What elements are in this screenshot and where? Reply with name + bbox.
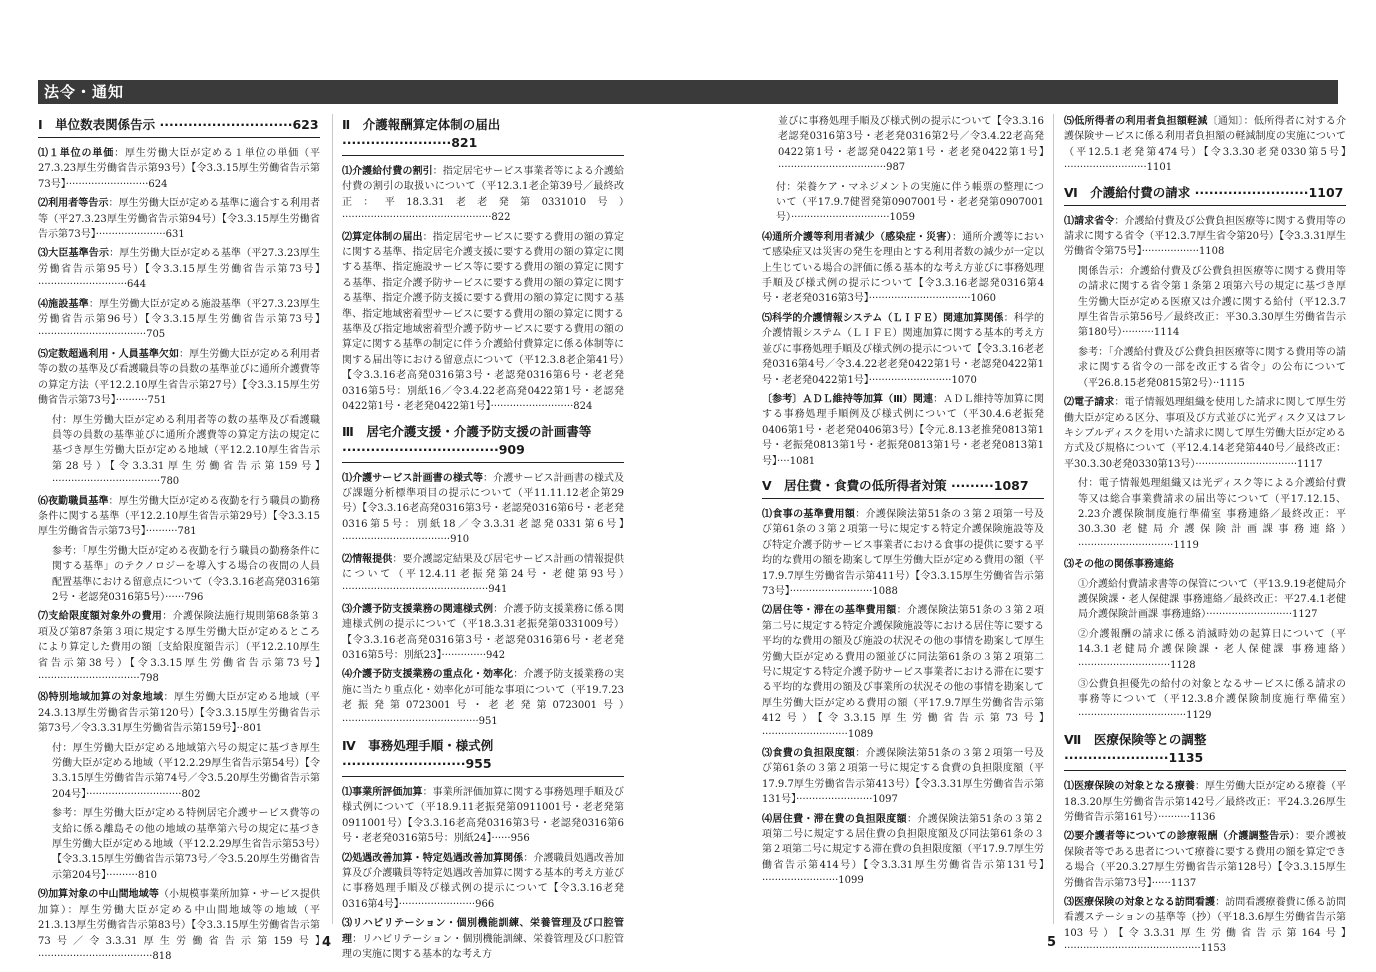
list-item[interactable] bbox=[762, 230, 1044, 307]
continued-text[interactable]: 並びに事務処理手順及び様式例の提示について【令3.3.16老認発0316第3号・老老発0316第2号／令3.4.22老高発0422第1号・老認発0422第1号・老老発0422第1号】··································987 bbox=[778, 116, 1044, 174]
sub-item[interactable]: 付：栄養ケア・マネジメントの実施に伴う帳票の整理について（平17.9.7健習発第0907001号・老老発第0907001号）·······························1059 bbox=[776, 181, 1044, 224]
list-item[interactable] bbox=[1064, 895, 1346, 957]
list-item[interactable] bbox=[342, 471, 624, 548]
sub-item[interactable]: 関係告示：介護給付費及び公費負担医療等に関する費用等の請求に関する省令第１条第２項第六号の規定に基づき厚生労働大臣が定める医療又は介護に関する給付（平12.3.7厚生省告示第56号／最終改正：平30.3.30厚生労働省告示第180号）··········1114 bbox=[1078, 265, 1346, 339]
list-item[interactable] bbox=[762, 812, 1044, 889]
section-heading[interactable]: Ⅴ 居住費・食費の低所得者対策 ·········1087 bbox=[762, 477, 1044, 499]
item-title: ⑴医療保険の対象となる療養 bbox=[1064, 781, 1195, 793]
item-text: ：介護予防支援業務の実施に当たり重点化・効率化が可能な事項について（平19.7.23老振発第0723001号・老老発第0723001号）···········································951 bbox=[342, 669, 625, 727]
item-text: ：電子情報処理組織を使用した請求に関して厚生労働大臣が定める区分、事項及び方式並びに光ディスク又はフレキシブルディスクを用いた請求に関して厚生労働大臣が定める方式及び規格について（平12.4.14老発第440号／最終改正：平30.3.30老発0330第13号）································1117 bbox=[1064, 397, 1347, 470]
header-bar bbox=[38, 80, 1338, 104]
item-title: ⑵情報提供 bbox=[342, 553, 393, 565]
item-text: ：介護保険法第51条の３第２項第二号に規定する特定介護保険施設等における居住等に要する平均的な費用の額及び施設の状況その他の事情を勘案して厚生労働大臣が定める費用の額並びに同法第61条の３第２項第二号に規定する特定介護予防サービス事業者における滞在に要する平均的な費用の額及び事業所の状況その他の事情を勘案して厚生労働大臣が定める費用の額（平17.9.7厚生労働省告示第412号）【令3.3.15厚生労働省告示第73号】···························1089 bbox=[762, 605, 1044, 740]
item-title: ⑷居住費・滞在費の負担限度額 bbox=[762, 813, 907, 825]
list-item[interactable] bbox=[762, 392, 1044, 469]
sub-item[interactable]: 付：厚生労働大臣が定める地域第六号の規定に基づき厚生労働大臣が定める地域（平12.2.29厚生省告示第54号）【令3.3.15厚生労働省告示第74号／令3.5.20厚生労働省告示第204号】······························802 bbox=[52, 742, 320, 800]
list-item[interactable] bbox=[38, 297, 320, 343]
sub-item[interactable]: 参考：厚生労働大臣が定める特例居宅介護サービス費等の支給に係る離島その他の地域の基準第六号の規定に基づき厚生労働大臣が定める地域（平12.2.29厚生省告示第53号）【令3.3.15厚生労働省告示第73号／令3.5.20厚生労働省告示第204号】··········810 bbox=[52, 808, 320, 881]
list-item[interactable] bbox=[38, 690, 320, 736]
list-item[interactable] bbox=[762, 311, 1044, 388]
list-item[interactable] bbox=[762, 507, 1044, 599]
item-text: ：厚生労働大臣が定める１単位の単価（平27.3.23厚生労働省告示第93号）【令3.3.15厚生労働省告示第73号】··························624 bbox=[38, 148, 321, 190]
item-title: ⑻特別地域加算の対象地域 bbox=[38, 692, 164, 704]
list-item[interactable] bbox=[762, 746, 1044, 808]
list-item[interactable] bbox=[38, 887, 320, 964]
list-item[interactable] bbox=[342, 667, 624, 729]
item-title: ⑹夜勤職員基準 bbox=[38, 495, 109, 507]
item-title: ⑶大臣基準告示 bbox=[38, 248, 110, 260]
item-title: 〔参考〕ＡＤＬ維持等加算（Ⅲ）関連 bbox=[762, 393, 934, 405]
item-title: ⑶その他の関係事務連絡 bbox=[1064, 559, 1174, 571]
section-heading[interactable]: Ⅱ 介護報酬算定体制の届出 ·······················821 bbox=[342, 116, 624, 156]
column-divider bbox=[332, 114, 333, 924]
item-title: ⑸低所得者の利用者負担額軽減 bbox=[1064, 116, 1208, 127]
item-text: ：厚生労働大臣が定める基準（平27.3.23厚生労働省告示第95号）【令3.3.15厚生労働省告示第73号】····························644 bbox=[38, 248, 321, 291]
item-text: ：指定居宅サービス事業者等による介護給付費の割引の取扱いについて（平12.3.1老企第39号／最終改正：平18.3.31老老発第0331010号）···············································822 bbox=[342, 166, 625, 224]
page-number-right: 5 bbox=[1047, 935, 1057, 950]
item-text: ：厚生労働大臣が定める基準に適合する利用者等（平27.3.23厚生労働省告示第94号）【令3.3.15厚生労働省告示第73号】······················631 bbox=[38, 198, 321, 241]
item-text: ：介護保険法施行規則第68条第３項及び第87条第３項に規定する厚生労働大臣が定めるところにより算定した費用の額〔支給限度額告示〕（平12.2.10厚生省告示第38号）【令3.3.15厚生労働省告示第73号】································798 bbox=[38, 611, 320, 684]
item-text: ：介護サービス計画書の様式及び課題分析標準項目の提示について（平11.11.12老企第29号）【令3.3.16老高発0316第3号・老認発0316第6号・老老発0316第5号：別紙18／令3.3.31老認発0331第6号】··································910 bbox=[342, 472, 625, 546]
item-title: ⑸定数超過利用・人員基準欠如 bbox=[38, 348, 180, 360]
sub-item[interactable]: 参考：「厚生労働大臣が定める夜勤を行う職員の勤務条件に関する基準」のテクノロジーを導入する場合の夜間の人員配置基準における留意点について（令3.3.16老高発0316第2号・老認発0316第5号）······796 bbox=[52, 545, 320, 603]
list-item[interactable] bbox=[1064, 779, 1346, 825]
page-number-left: 4 bbox=[322, 935, 332, 950]
section-heading[interactable]: Ⅵ 介護給付費の請求 ························1107 bbox=[1064, 184, 1346, 206]
sub-item[interactable]: 付：厚生労働大臣が定める利用者等の数の基準及び看護職員等の員数の基準並びに通所介護費等の算定方法の規定に基づき厚生労働大臣が定める地域（平12.2.10厚生省告示第28号）【令3.3.31厚生労働省告示第159号】··································780 bbox=[52, 414, 320, 488]
item-text: ：厚生労働大臣が定める施設基準（平27.3.23厚生労働省告示第96号）【令3.3.15厚生労働省告示第73号】··································705 bbox=[38, 298, 321, 341]
item-title: ⑴介護給付費の割引 bbox=[342, 166, 433, 177]
item-text: ：要介護認定結果及び居宅サービス計画の情報提供について（平12.4.11老振発第24号・老健第93号）··············································941 bbox=[342, 553, 625, 596]
item-title: ⑵電子請求 bbox=[1064, 397, 1115, 409]
sub-item[interactable]: 付：電子情報処理組織又は光ディスク等による介護給付費等又は総合事業費請求の届出等について（平17.12.15、2.23介護保険制度施行準備室 事務連絡／最終改正：平30.3.30老健局介護保険計画課事務連絡）······························1119 bbox=[1078, 478, 1346, 551]
list-item[interactable] bbox=[342, 164, 624, 226]
column-2 bbox=[342, 114, 624, 966]
list-item[interactable] bbox=[342, 552, 624, 598]
column-4 bbox=[1064, 114, 1346, 961]
item-text: ：厚生労働大臣が定める利用者等の数の基準及び看護職員等の員数の基準並びに通所介護費等の算定方法（平12.2.10厚生省告示第27号）【令3.3.15厚生労働省告示第73号】··········751 bbox=[38, 348, 321, 407]
item-title: ⑶食費の負担限度額 bbox=[762, 748, 856, 760]
item-title: ⑴介護サービス計画書の様式等 bbox=[342, 472, 484, 484]
list-item[interactable] bbox=[1064, 829, 1346, 891]
list-item[interactable] bbox=[1064, 114, 1346, 176]
list-item[interactable] bbox=[38, 196, 320, 242]
item-text: ：介護保険法第51条の３第２項第一号及び第61条の３第２項第一号に規定する特定介護保険施設等及び特定介護予防サービス事業者における食事の提供に要する平均的な費用の額を勘案して厚生労働大臣が定める費用の額（平17.9.7厚生労働省告示第411号）【令3.3.15厚生労働省告示第73号】··························1088 bbox=[762, 508, 1045, 597]
list-item[interactable] bbox=[38, 146, 320, 192]
item-text: ：介護予防支援業務に係る関連様式例の提示について（平18.3.31老振発第0331009号）【令3.3.16老高発0316第3号・老認発0316第6号・老老発0316第5号：別紙23】··············942 bbox=[342, 603, 625, 661]
list-item[interactable] bbox=[1064, 557, 1346, 572]
list-item[interactable] bbox=[342, 785, 624, 847]
list-item[interactable] bbox=[342, 230, 624, 415]
list-item[interactable] bbox=[762, 603, 1044, 742]
sub-item[interactable]: 参考：「介護給付費及び公費負担医療等に関する費用等の請求に関する省令の一部を改正する省令」の公布について（平26.8.15老発0815第2号）··1115 bbox=[1078, 346, 1346, 389]
column-1 bbox=[38, 114, 320, 968]
item-title: ⑼加算対象の中山間地域等 bbox=[38, 889, 159, 901]
item-text: ：指定居宅サービスに要する費用の額の算定に関する基準、指定居宅介護支援に要する費用の額の算定に関する基準、指定施設サービス等に要する費用の額の算定に関する基準、指定介護予防サービスに要する費用の額の算定に関する基準、指定介護予防支援に要する費用の額の算定に関する基準、指定地域密着型サービスに要する費用の額の算定に関する基準及び指定地域密着型介護予防サービスに要する費用の額の算定に関する基準の制定に伴う介護給付費算定に係る体制等に関する届出等における留意点について（平12.3.8老企第41号）【令3.3.16老高発0316第3号・老認発0316第6号・老老発0316第5号：別紙16／令3.4.22老高発0422第1号・老認発0422第1号・老老発0422第1号】··························824 bbox=[342, 231, 625, 413]
sub-item[interactable]: ②介護報酬の請求に係る消滅時効の起算日について（平14.3.1老健局介護保険課・老人保健課 事務連絡）·····························1128 bbox=[1078, 628, 1346, 671]
item-text: ：介護給付費及び公費負担医療等に関する費用等の請求に関する省令（平12.3.7厚生省令第20号）【令3.3.31厚生労働省令第75号】··················1108 bbox=[1064, 215, 1347, 258]
item-text: 〔通知〕：低所得者に対する介護保険サービスに係る利用者負担額の軽減制度の実施について（平12.5.1老発第474号）【令3.3.30老発0330第5号】··························1101 bbox=[1064, 116, 1347, 174]
item-title: ⑸科学的介護情報システム（ＬＩＦＥ）関連加算関係 bbox=[762, 312, 1004, 324]
list-item[interactable] bbox=[1064, 214, 1346, 260]
item-title: ⑷施設基準 bbox=[38, 298, 89, 310]
item-title: ⑴事業所評価加算 bbox=[342, 787, 423, 798]
item-title: ⑶リハビリテーション・個別機能訓練、栄養管理及び口腔管理 bbox=[342, 918, 624, 945]
list-item[interactable] bbox=[38, 246, 320, 292]
item-text: ：介護保険法第51条の３第２項第二号に規定する居住費の負担限度額及び同法第61条の３第２項第二号に規定する滞在費の負担限度額（平17.9.7厚生労働省告示第414号）【令3.3.31厚生労働省告示第131号】························1099 bbox=[762, 813, 1045, 887]
item-text: ：ＡＤＬ維持等加算に関する事務処理手順例及び様式例について（平30.4.6老振発0406第1号・老老発0406第3号）【令元.8.13老推発0813第1号・老振発0813第1号・老振発0813第1号・老老発0813第1号】····1081 bbox=[762, 393, 1045, 467]
list-item[interactable] bbox=[38, 347, 320, 409]
item-title: ⑴請求省令 bbox=[1064, 215, 1115, 227]
item-text: ：介護職員処遇改善加算及び介護職員等特定処遇改善加算に関する基本的考え方並びに事務処理手順及び様式例の提示について【令3.3.16老発0316第4号】························966 bbox=[342, 852, 625, 910]
item-title: ⑶介護予防支援業務の関連様式例 bbox=[342, 603, 494, 615]
list-item[interactable] bbox=[342, 602, 624, 664]
item-text: ：リハビリテーション・個別機能訓練、栄養管理及び口腔管理の実施に関する基本的な考え方 bbox=[342, 933, 624, 961]
column-divider bbox=[1053, 114, 1054, 924]
list-item[interactable] bbox=[342, 851, 624, 913]
item-title: ⑵居住等・滞在の基準費用額 bbox=[762, 605, 897, 617]
section-heading[interactable]: Ⅲ 居宅介護支援・介護予防支援の計画書等 ·································909 bbox=[342, 423, 624, 463]
item-text: ：要介護被保険者等である患者について療養に要する費用の額を算定できる場合（平20.3.27厚生労働省告示第128号）【令3.3.15厚生労働省告示第73号】······1137 bbox=[1064, 831, 1347, 889]
item-text: ：通所介護等において感染症又は災害の発生を理由とする利用者数の減少が一定以上生じている場合の評価に係る基本的な考え方並びに事務処理手順及び様式例の提示について【令3.3.16老認発0316第4号・老老発0316第3号】································1060 bbox=[762, 231, 1045, 305]
item-text: ：介護保険法第51条の３第２項第一号及び第61条の３第２項第一号に規定する食費の負担限度額（平17.9.7厚生労働省告示第413号）【令3.3.31厚生労働省告示第131号】························1097 bbox=[762, 748, 1045, 806]
column-3 bbox=[762, 114, 1044, 893]
item-title: ⑶医療保険の対象となる訪問看護 bbox=[1064, 897, 1216, 909]
item-text: ：厚生労働大臣が定める地域（平24.3.13厚生労働省告示第120号）【令3.3.15厚生労働省告示第73号／令3.3.31厚生労働省告示第159号】··801 bbox=[38, 692, 321, 735]
item-text: （小規模事業所加算・サービス提供加算）：厚生労働大臣が定める中山間地域等の地域（平21.3.13厚生労働省告示第83号）【令3.3.15厚生労働省告示第73号／令3.3.31厚生労働省告示第159号】····································818 bbox=[38, 889, 321, 962]
item-title: ⑵算定体制の届出 bbox=[342, 231, 423, 243]
item-title: ⑴１単位の単価 bbox=[38, 148, 115, 159]
item-title: ⑷介護予防支援業務の重点化・効率化 bbox=[342, 669, 514, 681]
item-title: ⑴食事の基準費用額 bbox=[762, 508, 856, 520]
item-title: ⑺支給限度額対象外の費用 bbox=[38, 611, 163, 623]
item-title: ⑷通所介護等利用者減少（感染症・災害） bbox=[762, 231, 952, 243]
list-item[interactable] bbox=[38, 609, 320, 686]
page-title: 法令・通知 bbox=[44, 83, 125, 101]
section-heading[interactable]: Ⅰ 単位数表関係告示 ····························623 bbox=[38, 116, 320, 138]
list-item[interactable] bbox=[342, 916, 624, 962]
sub-item[interactable]: ③公費負担優先の給付の対象となるサービスに係る請求の事務等について（平12.3.8介護保険制度施行準備室）··································1129 bbox=[1078, 679, 1346, 721]
section-heading[interactable]: Ⅶ 医療保険等との調整 ······················1135 bbox=[1064, 731, 1346, 771]
list-item[interactable] bbox=[1064, 395, 1346, 472]
item-title: ⑵処遇改善加算・特定処遇改善加算関係 bbox=[342, 852, 524, 864]
item-text: ：訪問看護療養費に係る訪問看護ステーションの基準等（抄）（平18.3.6厚生労働省告示第103号）【令3.3.31厚生労働省告示第164号】···········································1153 bbox=[1064, 897, 1347, 955]
section-heading[interactable]: Ⅳ 事務処理手順・様式例 ··························955 bbox=[342, 737, 624, 777]
list-item[interactable] bbox=[38, 494, 320, 540]
item-text: ：厚生労働大臣が定める療養（平18.3.20厚生労働省告示第142号／最終改正：平24.3.26厚生労働省告示第161号）··········1136 bbox=[1064, 781, 1347, 824]
sub-item[interactable]: ①介護給付費請求書等の保管について（平13.9.19老健局介護保険課・老人保健課 事務連絡／最終改正：平27.4.1老健局介護保険計画課 事務連絡）···························1127 bbox=[1078, 578, 1346, 621]
item-text: ：科学的介護情報システム（ＬＩＦＥ）関連加算に関する基本的考え方並びに事務処理手順及び様式例の提示について【令3.3.16老老発0316第4号／令3.4.22老老発0422第1号・老認発0422第1号・老老発0422第1号】··························1070 bbox=[762, 312, 1045, 386]
item-text: ：事業所評価加算に関する事務処理手順及び様式例について（平18.9.11老振発第0911001号・老老発第0911001号）【令3.3.16老高発0316第3号・老認発0316第6号・老老発0316第5号：別紙24】······956 bbox=[342, 787, 625, 845]
item-title: ⑵利用者等告示 bbox=[38, 198, 109, 210]
item-title: ⑵要介護者等についての診療報酬（介護調整告示） bbox=[1064, 831, 1295, 843]
item-text: ：厚生労働大臣が定める夜勤を行う職員の勤務条件に関する基準（平12.2.10厚生省告示第29号）【令3.3.15厚生労働省告示第73号】··········781 bbox=[38, 495, 321, 538]
